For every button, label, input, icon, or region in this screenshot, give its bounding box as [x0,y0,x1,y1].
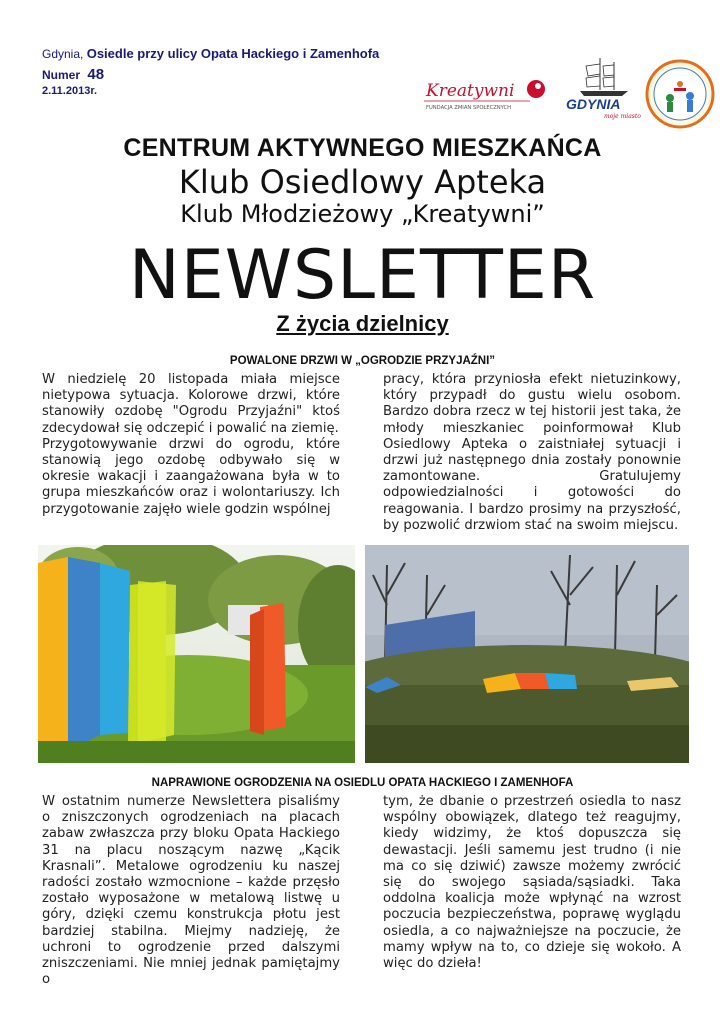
kreatywni-logo-subtitle: FUNDACJA ZMIAN SPOŁECZNYCH [426,105,512,111]
header-location [42,46,379,61]
article-1-left-column [42,372,340,518]
gdynia-logo [562,54,644,120]
article-2-paragraph: tym, że dbanie o przestrzeń osiedla to nasz wspólny obowiązek, dlatego też reagujmy, kiedy widzimy, że ktoś dopuszcza się dewastacji. Jeśli samemu jest trudno (i nie ma co się dziwić) zawsze możemy zwrócić się do swojego sąsiada/sąsiadki. Taka oddolna koalicja może wpłynąć na wzrost poczucia bezpieczeństwa, poprawę wyglądu osiedla, a co najważniejsze na poczucie, że mamy wpływ na to, co dzieje się wokoło. A więc do dzieła! [383,794,681,972]
youth-club-title: Klub Młodzieżowy „Kreatywni” [180,200,545,228]
gdynia-logo-text: GDYNIA [566,96,621,112]
gdynia-logo-tagline: moje miasto [604,113,641,120]
issue-number-value: 48 [87,66,105,83]
header-city: Gdynia, [42,47,84,61]
article-1-headline: POWALONE DRZWI W „OGRODZIE PRZYJAŹNI” [229,355,496,367]
standing-colorful-doors-photo [38,545,355,763]
issue-date: 2.11.2013r. [42,85,98,97]
club-title: Klub Osiedlowy Apteka [178,163,547,201]
fallen-doors-on-ground-photo [365,545,689,763]
newsletter-title: NEWSLETTER [128,236,597,315]
article-1-paragraph: pracy, która przyniosła efekt nietuzinkowy, który przypadł do gustu wielu osobom. Bardzo dobra rzecz w tej historii jest taka, że młody mieszkaniec poinformował Klub Osiedlowy Apteka o zaistniałej sytuacji i drzwi już następnego dnia zostały ponownie zamontowane. Gratulujemy odpowiedzialności i gotowości do reagowania. I bardzo prosimy na przyszłość, by pozwolić drzwiom stać na swoim miejscu. [383,372,681,533]
center-title: CENTRUM AKTYWNEGO MIESZKAŃCA [123,134,602,162]
issue-number-label: Numer [42,68,81,82]
kreatywni-heart-icon [527,80,545,98]
article-2-headline: NAPRAWIONE OGRODZENIA NA OSIEDLU OPATA HACKIEGO I ZAMENHOFA [151,777,574,789]
section-title: Z życia dzielnicy [276,311,449,336]
article-1-paragraph: W niedzielę 20 listopada miała miejsce nietypowa sytuacja. Kolorowe drzwi, które stanowiły ozdobę "Ogrodu Przyjaźni" ktoś zdecydował się odczepić i powalić na ziemię. [42,372,340,436]
sailing-ship-icon [580,58,628,96]
issue-number [42,66,104,83]
club-apteka-seal-icon [644,58,716,130]
header-estate: Osiedle przy ulicy Opata Hackiego i Zamenhofa [86,46,380,61]
article-1-right-column [383,372,681,534]
article-1-paragraph: Przygotowywanie drzwi do ogrodu, które stanowią jego ozdobę odbywało się w okresie wakacji i zaangażowana była w to grupa mieszkańców oraz i wolontariuszy. Ich przygotowanie zajęło wiele godzin wspólnej [42,436,340,517]
article-2-left-column [42,794,340,988]
article-2-paragraph: W ostatnim numerze Newslettera pisaliśmy o zniszczonych ogrodzeniach na placach zabaw zwłaszcza przy bloku Opata Hackiego 31 na placu noszącym nazwę „Kącik Krasnali”. Metalowe ogrodzeniu ku naszej radości zostało wzmocnione – każde przęsło zostało wyposażone w metalową listwę u góry, dzięki czemu konstrukcja płotu jest bardziej stabilna. Miejmy nadzieję, że uchroni to ogrodzenie przed dalszymi zniszczeniami. Nie mniej jednak pamiętajmy o [42,794,340,988]
kreatywni-logo-text: Kreatywni [426,81,515,101]
article-2-right-column [383,794,681,972]
kreatywni-logo [420,76,550,116]
